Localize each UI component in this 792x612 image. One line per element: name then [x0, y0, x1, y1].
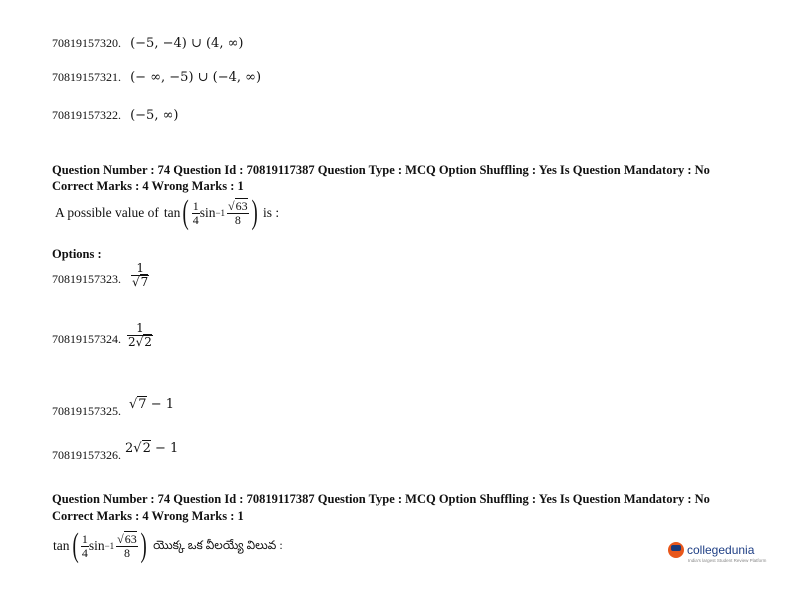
option-value: $\frac{1}{√7}$: [132, 261, 149, 289]
question-text-te: [53, 527, 283, 564]
collegedunia-logo: [668, 542, 766, 563]
option-id: 70819157324.: [52, 332, 121, 346]
question-suffix-te: యొక్క ఒక వీలయ్యే విలువ :: [153, 537, 283, 552]
fraction-one-fourth: $\frac{1}{4}$: [192, 198, 199, 227]
question-text: [55, 194, 280, 231]
right-paren: ): [140, 527, 147, 564]
inverse-exponent: −1: [215, 208, 226, 218]
question-suffix: is :: [262, 205, 280, 220]
right-paren: ): [251, 194, 258, 231]
option-id: 70819157325.: [52, 404, 121, 418]
marks-header-te: Correct Marks : 4 Wrong Marks : 1: [52, 509, 244, 523]
brand-name: collegedunia: [687, 543, 755, 557]
option-id: 70819157326.: [52, 448, 121, 462]
question-header-te: Question Number : 74 Question Id : 70819117387 Question Type : MCQ Option Shuffling : Yes Is Question Mandatory : No: [52, 492, 710, 506]
tan-label: tan: [163, 205, 181, 220]
fraction-root63-over-8: $\frac{√63}{8}$: [117, 531, 137, 560]
sin-label: sin: [199, 205, 216, 220]
option-70819157325: [52, 390, 174, 419]
fraction-one-fourth: $\frac{1}{4}$: [81, 531, 88, 560]
question-prefix: A possible value of: [55, 205, 159, 220]
tan-label: tan: [53, 538, 70, 553]
option-id: 70819157320.: [52, 36, 121, 50]
option-70819157320: [52, 32, 244, 51]
option-text: (− ∞, −5) ∪ (−4, ∞): [130, 70, 262, 85]
option-value: $\frac{1}{2√2}$: [128, 321, 152, 349]
option-value: √7 − 1: [129, 397, 175, 412]
option-id: 70819157322.: [52, 108, 121, 122]
left-paren: (: [72, 527, 79, 564]
option-text: (−5, −4) ∪ (4, ∞): [130, 36, 244, 51]
fraction-root63-over-8: $\frac{√63}{8}$: [228, 198, 248, 227]
marks-header: Correct Marks : 4 Wrong Marks : 1: [52, 179, 244, 193]
option-70819157324: [52, 322, 153, 349]
brand-tagline: India's largest Student Review Platform: [688, 558, 767, 563]
graduation-cap-icon: [668, 542, 684, 558]
options-label: Options :: [52, 247, 102, 261]
inverse-exponent: −1: [104, 541, 115, 551]
option-70819157326: [52, 434, 178, 463]
option-id: 70819157323.: [52, 272, 121, 286]
option-value: 2√2 − 1: [125, 441, 179, 456]
option-text: (−5, ∞): [130, 108, 179, 123]
sin-label: sin: [88, 538, 105, 553]
question-header: Question Number : 74 Question Id : 70819117387 Question Type : MCQ Option Shuffling : Yes Is Question Mandatory : No: [52, 163, 710, 177]
left-paren: (: [182, 194, 190, 231]
option-70819157322: [52, 104, 179, 123]
option-70819157321: [52, 66, 261, 85]
option-70819157323: [52, 262, 149, 289]
option-id: 70819157321.: [52, 70, 121, 84]
